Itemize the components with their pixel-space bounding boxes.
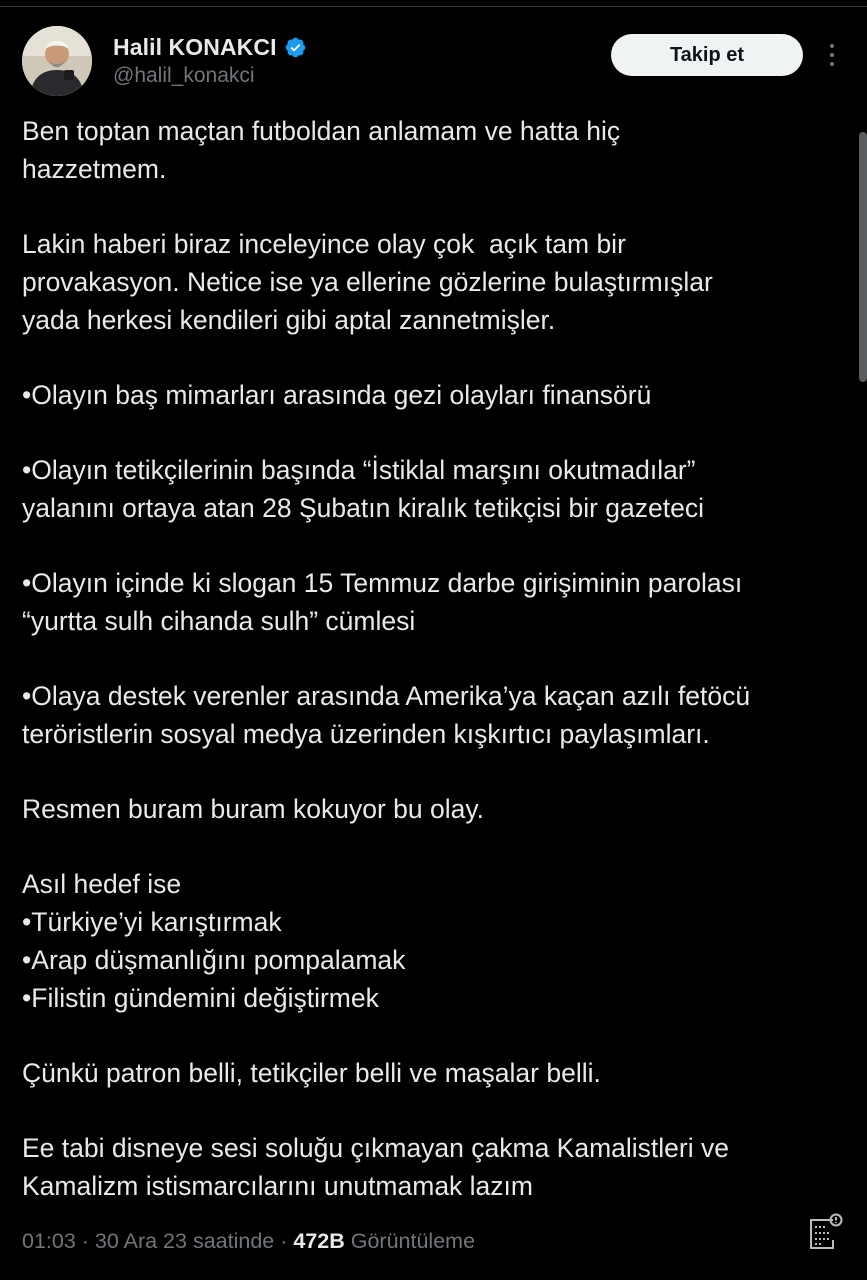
tweet-line: Resmen buram buram kokuyor bu olay. (22, 794, 484, 824)
tweet-line: Ben toptan maçtan futboldan anlamam ve hatta hiç (22, 116, 621, 146)
scrollbar-thumb[interactable] (859, 132, 867, 382)
avatar[interactable] (22, 26, 92, 96)
tweet-meta (22, 1229, 475, 1254)
paragraph-gap (22, 753, 842, 790)
tweet-line: hazzetmem. (22, 154, 167, 184)
paragraph-gap (22, 1017, 842, 1054)
views-label: Görüntüleme (350, 1229, 476, 1253)
analytics-icon[interactable] (803, 1210, 847, 1254)
display-name[interactable]: Halil KONAKCI (113, 33, 277, 60)
tweet-line: yada herkesi kendileri gibi aptal zannetmişler. (22, 305, 556, 335)
tweet-line: •Olayın tetikçilerinin başında “İstiklal marşını okutmadılar” (22, 455, 696, 485)
paragraph-gap (22, 1092, 842, 1129)
paragraph-gap (22, 339, 842, 376)
paragraph-gap (22, 640, 842, 677)
tweet-line: “yurtta sulh cihanda sulh” cümlesi (22, 606, 416, 636)
tweet-header (22, 26, 845, 100)
tweet-line: •Arap düşmanlığını pompalamak (22, 945, 406, 975)
tweet-line: •Olaya destek verenler arasında Amerika’ya kaçan azılı fetöcü (22, 681, 751, 711)
top-divider (0, 6, 867, 7)
tweet-line: Ee tabi disneye sesi soluğu çıkmayan çakma Kamalistleri ve (22, 1133, 729, 1163)
meta-separator-2: · (274, 1229, 294, 1253)
paragraph-gap (22, 828, 842, 865)
tweet-line: teröristlerin sosyal medya üzerinden kışkırtıcı paylaşımları. (22, 719, 710, 749)
view-count: 472B (293, 1229, 345, 1253)
tweet-text (22, 112, 842, 1205)
tweet-line: •Olayın içinde ki slogan 15 Temmuz darbe girişiminin parolası (22, 568, 743, 598)
tweet-line: Çünkü patron belli, tetikçiler belli ve maşalar belli. (22, 1058, 601, 1088)
paragraph-gap (22, 414, 842, 451)
tweet-line: Lakin haberi biraz inceleyince olay çok açık tam bir (22, 229, 626, 259)
tweet-time[interactable]: 01:03 (22, 1229, 76, 1253)
tweet-line: Asıl hedef ise (22, 869, 182, 899)
tweet-line: •Filistin gündemini değiştirmek (22, 983, 379, 1013)
tweet-line: •Türkiye’yi karıştırmak (22, 907, 282, 937)
follow-button[interactable]: Takip et (611, 34, 803, 76)
profile-photo-icon (22, 26, 92, 96)
meta-separator: · (75, 1229, 95, 1253)
tweet-line: yalanını ortaya atan 28 Şubatın kiralık tetikçisi bir gazeteci (22, 493, 704, 523)
tweet-line: •Olayın baş mimarları arasında gezi olayları finansörü (22, 380, 652, 410)
author-info[interactable] (113, 32, 307, 88)
paragraph-gap (22, 527, 842, 564)
tweet-line: Kamalizm istismarcılarını unutmamak lazım (22, 1171, 533, 1201)
tweet-line: provakasyon. Netice ise ya ellerine gözlerine bulaştırmışlar (22, 267, 713, 297)
verified-badge-icon (284, 36, 307, 59)
tweet-date[interactable]: 30 Ara 23 saatinde (94, 1229, 275, 1253)
paragraph-gap (22, 188, 842, 225)
user-handle[interactable]: @halil_konakci (113, 64, 255, 87)
more-vertical-icon[interactable] (821, 42, 843, 68)
